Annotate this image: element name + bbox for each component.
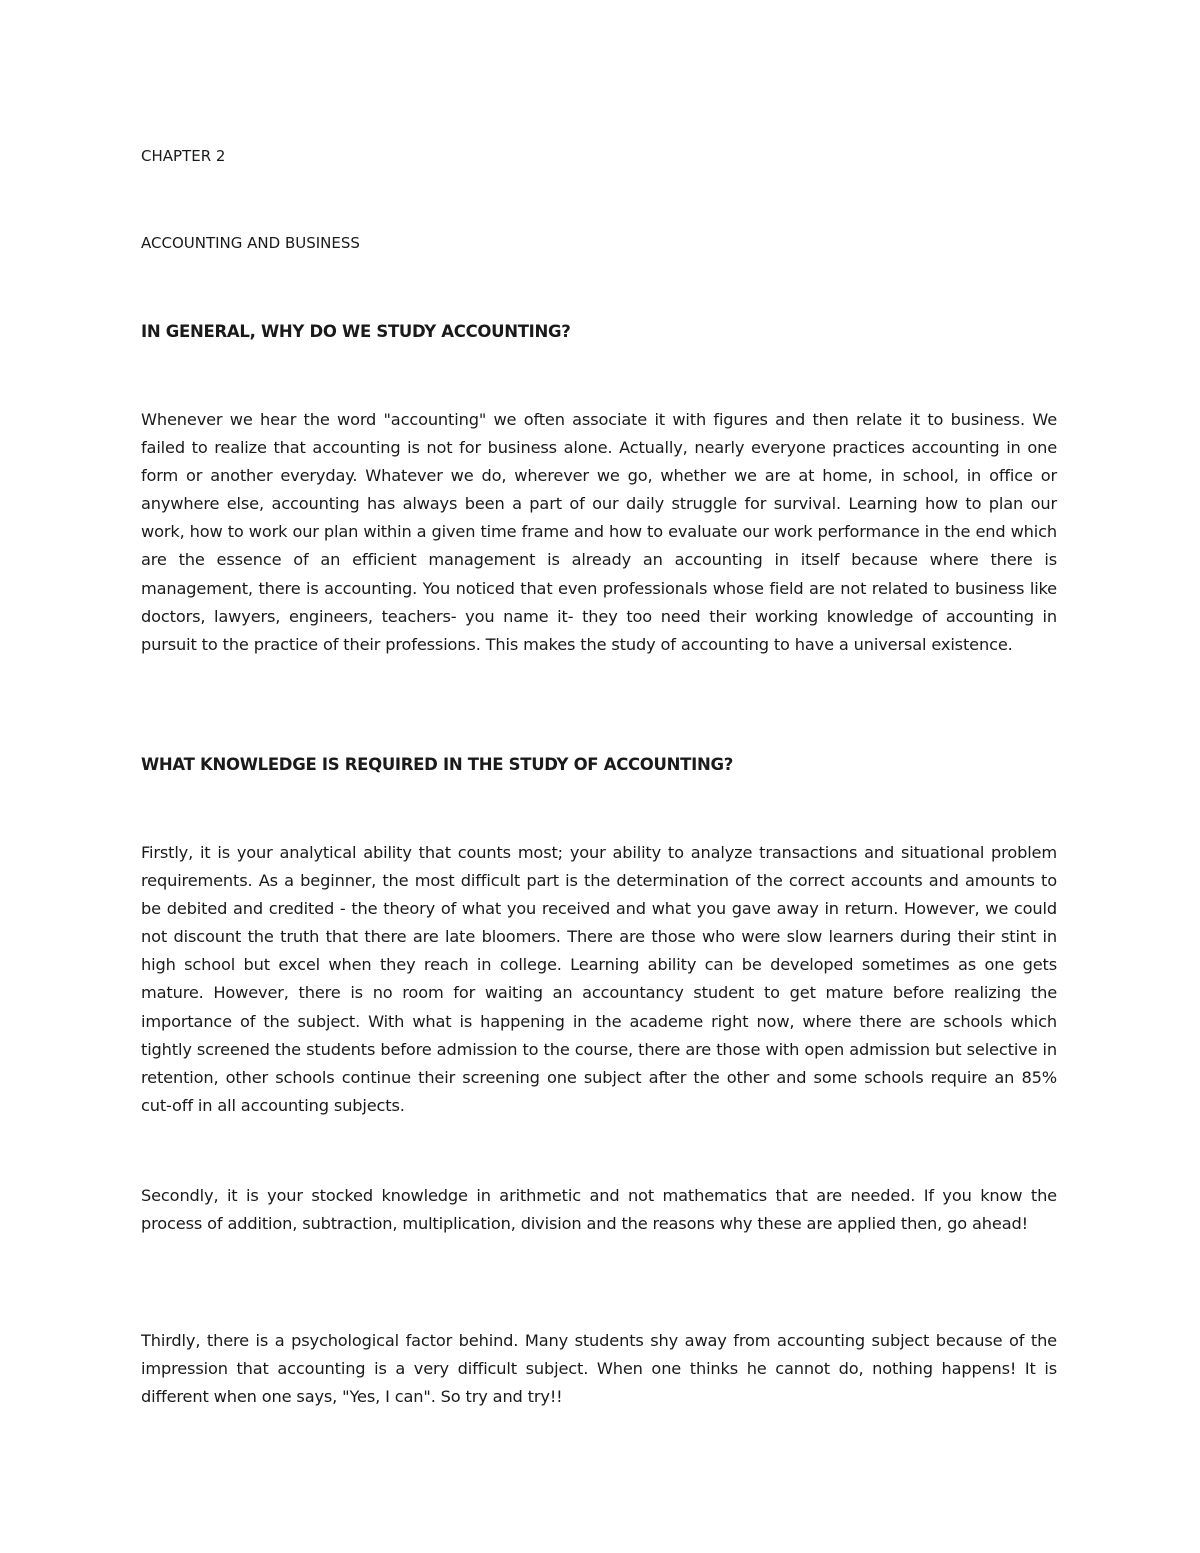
chapter-number: CHAPTER 2	[141, 147, 226, 165]
section-heading-why-study: IN GENERAL, WHY DO WE STUDY ACCOUNTING?	[141, 322, 571, 341]
paragraph-why-study: Whenever we hear the word "accounting" we often associate it with figures and then relate it to business. We failed to realize that accounting is not for business alone. Actually, nearly everyone practices accounting in one form or another everyday. Whatever we do, wherever we go, whether we are at home, in school, in office or anywhere else, accounting has always been a part of our daily struggle for survival. Learning how to plan our work, how to work our plan within a given time frame and how to evaluate our work performance in the end which are the essence of an efficient management is already an accounting in itself because where there is management, there is accounting. You noticed that even professionals whose field are not related to business like doctors, lawyers, engineers, teachers- you name it- they too need their working knowledge of accounting in pursuit to the practice of their professions. This makes the study of accounting to have a universal existence.	[141, 410, 1057, 654]
section-heading-knowledge-required: WHAT KNOWLEDGE IS REQUIRED IN THE STUDY OF ACCOUNTING?	[141, 755, 733, 774]
chapter-title: ACCOUNTING AND BUSINESS	[141, 234, 360, 252]
paragraph-firstly: Firstly, it is your analytical ability that counts most; your ability to analyze transactions and situational problem requirements. As a beginner, the most difficult part is the determination of the correct accounts and amounts to be debited and credited - the theory of what you received and what you gave away in return. However, we could not discount the truth that there are late bloomers. There are those who were slow learners during their stint in high school but excel when they reach in college. Learning ability can be developed sometimes as one gets mature. However, there is no room for waiting an accountancy student to get mature before realizing the importance of the subject. With what is happening in the academe right now, where there are schools which tightly screened the students before admission to the course, there are those with open admission but selective in retention, other schools continue their screening one subject after the other and some schools require an 85% cut-off in all accounting subjects.	[141, 843, 1057, 1115]
paragraph-thirdly: Thirdly, there is a psychological factor behind. Many students shy away from accounting subject because of the impression that accounting is a very difficult subject. When one thinks he cannot do, nothing happens! It is different when one says, "Yes, I can". So try and try!!	[141, 1331, 1057, 1407]
paragraph-secondly: Secondly, it is your stocked knowledge in arithmetic and not mathematics that are needed. If you know the process of addition, subtraction, multiplication, division and the reasons why these are applied then, go ahead!	[141, 1186, 1057, 1234]
